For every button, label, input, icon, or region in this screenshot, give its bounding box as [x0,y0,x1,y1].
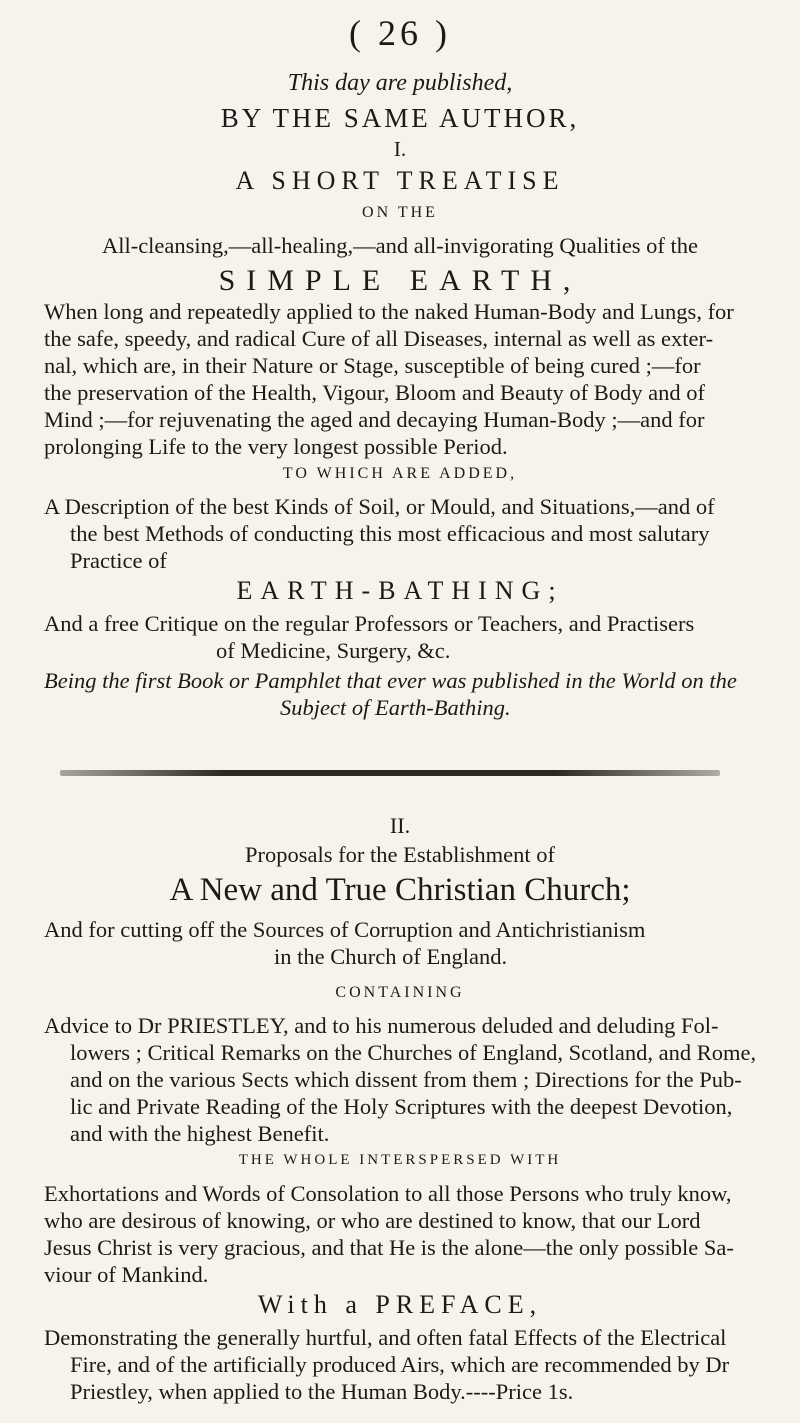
cutting-line: in the Church of England. [274,944,508,969]
item1-line: When long and repeatedly applied to the naked Human-Body and Lungs, for [44,299,734,324]
exhortation-line: Jesus Christ is very gracious, and that He is the alone—the only possible Sa- [44,1235,734,1260]
exhortation-text [44,1180,760,1288]
by-line: BY THE SAME AUTHOR, [220,103,580,133]
preface-line: Priestley, when applied to the Human Body.----Price 1s. [70,1379,574,1404]
item1-line: Mind ;—for rejuvenating the aged and decaying Human-Body ;—and for [44,407,705,432]
item1-on-the: ON THE [362,204,438,221]
preface-line: Fire, and of the artificially produced Airs, which are recommended by Dr [70,1352,730,1377]
whole-heading: THE WHOLE INTERSPERSED WITH [238,1152,562,1168]
containing-heading: CONTAINING [335,984,465,1001]
added-description [44,493,760,574]
church-heading: A New and True Christian Church; [169,872,631,908]
first-book-line: Subject of Earth-Bathing. [280,695,511,720]
added-line: Practice of [70,548,167,573]
item1-title: A SHORT TREATISE [235,166,565,195]
item1-line: nal, which are, in their Nature or Stage, susceptible of being cured ;—for [44,353,701,378]
exhortation-line: Exhortations and Words of Consolation to all those Persons who truly know, [44,1181,732,1206]
added-heading: TO WHICH ARE ADDED, [282,465,518,482]
item2-numeral: II. [389,813,411,838]
proposals-line: Proposals for the Establishment of [245,842,555,867]
critique-line: And a free Critique on the regular Professors or Teachers, and Practisers [44,611,695,636]
item1-subject: SIMPLE EARTH, [218,264,582,297]
exhortation-line: viour of Mankind. [44,1262,209,1287]
section-divider [60,770,720,776]
page-number: ( 26 ) [349,13,451,53]
item1-subtitle: All-cleansing,—all-healing,—and all-invigorating Qualities of the [101,233,699,258]
advice-line: Advice to Dr PRIESTLEY, and to his numerous deluded and deluding Fol- [44,1013,719,1038]
item1-line: the preservation of the Health, Vigour, Bloom and Beauty of Body and of [44,380,705,405]
advice-line: and with the highest Benefit. [70,1121,330,1146]
cutting-line: And for cutting off the Sources of Corruption and Antichristianism [44,917,646,942]
critique-text [44,610,760,664]
advice-text [44,1012,760,1147]
advice-line: and on the various Sects which dissent from them ; Directions for the Pub- [70,1067,742,1092]
advice-line: lic and Private Reading of the Holy Scriptures with the deepest Devotion, [70,1094,733,1119]
exhortation-line: who are desirous of knowing, or who are destined to know, that our Lord [44,1208,701,1233]
item1-numeral: I. [393,137,407,161]
preface-text [44,1324,760,1405]
intro-line: This day are published, [287,70,513,96]
preface-heading: With a PREFACE, [257,1290,543,1319]
added-line: A Description of the best Kinds of Soil, or Mould, and Situations,—and of [44,494,715,519]
earth-bathing-heading: EARTH-BATHING; [236,576,564,605]
item1-line: the safe, speedy, and radical Cure of all Diseases, internal as well as exter- [44,326,714,351]
item1-description [44,298,760,460]
added-line: the best Methods of conducting this most efficacious and most salutary [70,521,710,546]
advice-line: lowers ; Critical Remarks on the Churches of England, Scotland, and Rome, [70,1040,757,1065]
first-book-text [44,667,760,721]
cutting-text [44,916,760,970]
critique-line: of Medicine, Surgery, &c. [216,638,451,663]
first-book-line: Being the first Book or Pamphlet that ever was published in the World on the [44,668,737,693]
preface-line: Demonstrating the generally hurtful, and often fatal Effects of the Electrical [44,1325,727,1350]
item1-line: prolonging Life to the very longest possible Period. [44,434,508,459]
